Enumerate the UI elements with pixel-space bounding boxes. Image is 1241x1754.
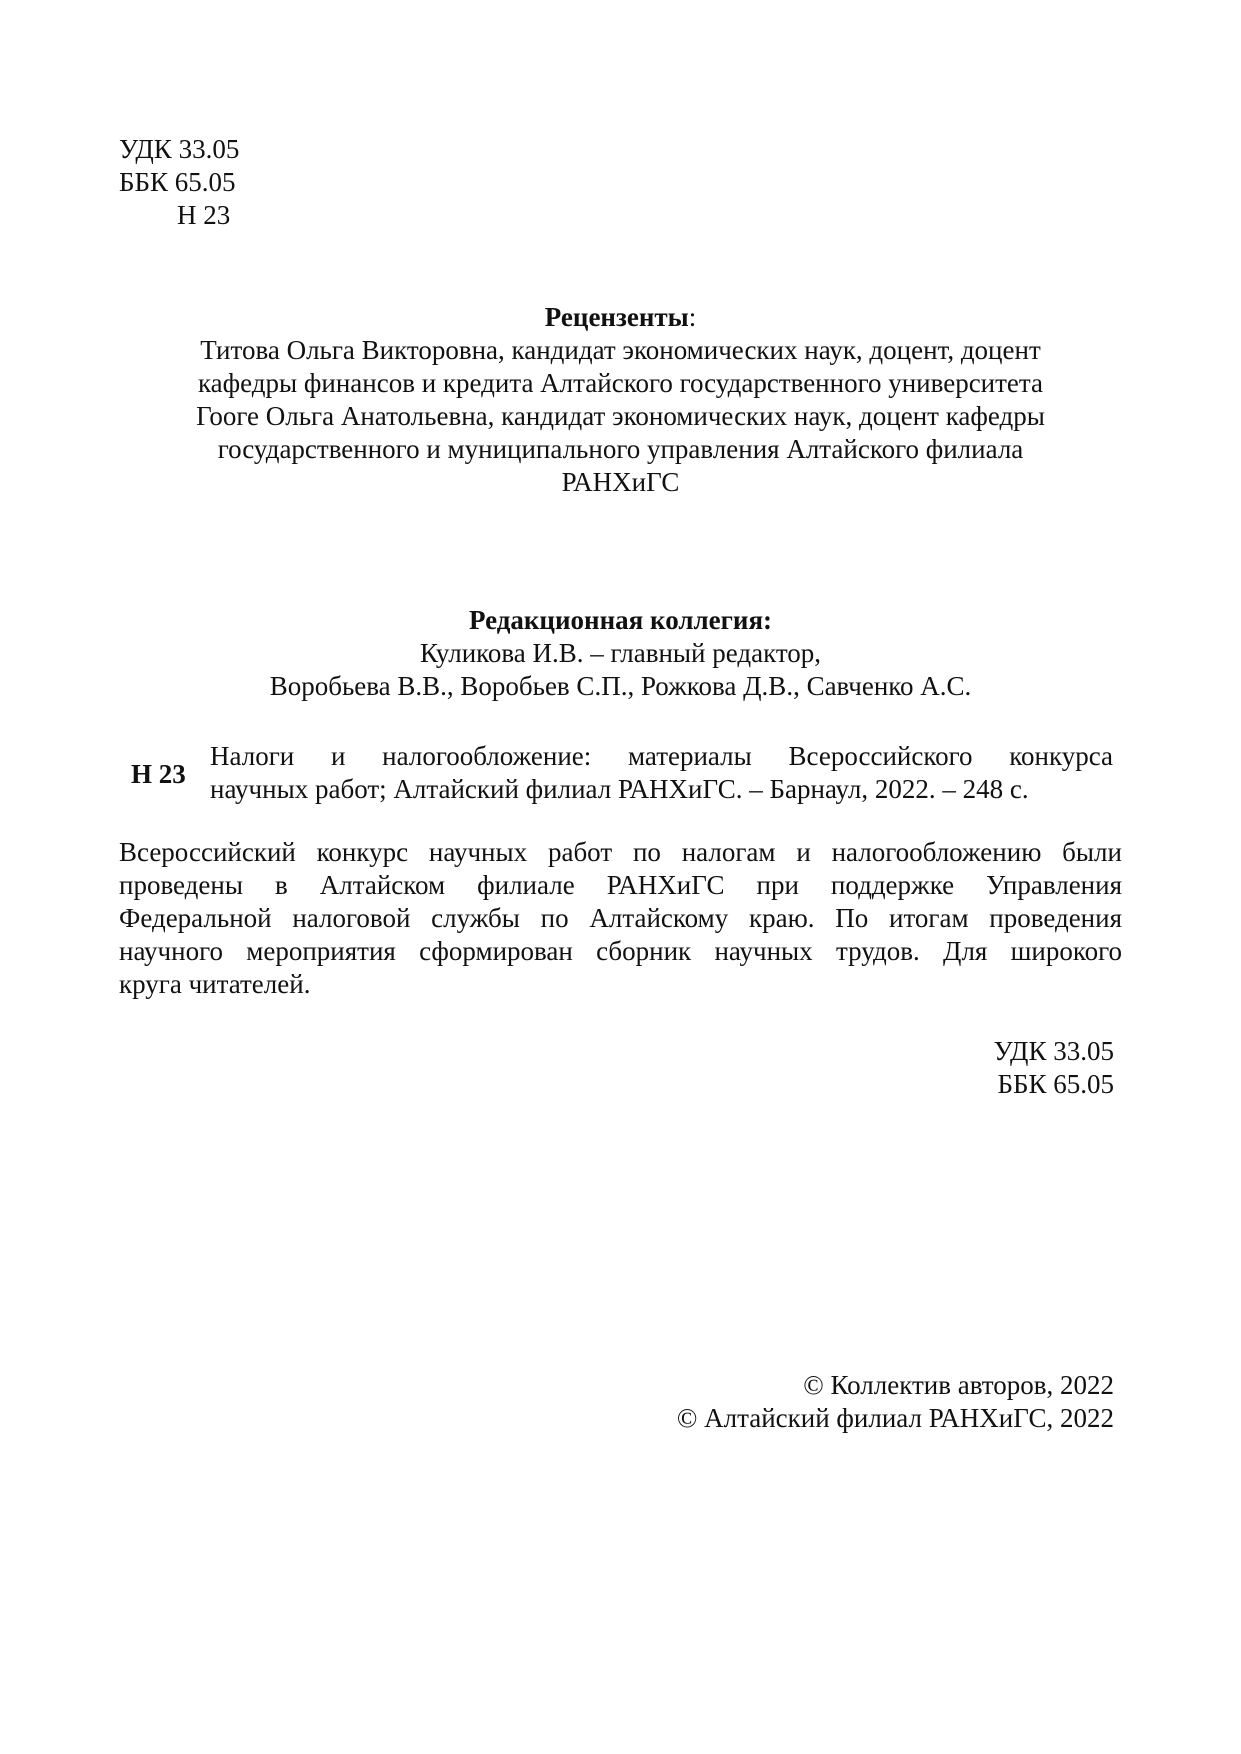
editorial-board-line: Воробьева В.В., Воробьев С.П., Рожкова Д.В., Савченко А.С. (269, 671, 972, 701)
reviewer-line: Гооге Ольга Анатольевна, кандидат экономических наук, доцент кафедры (196, 401, 1045, 431)
abstract-paragraph (119, 836, 1122, 1001)
editorial-board-section (119, 604, 1122, 703)
reviewers-section (119, 301, 1122, 499)
catalog-entry (119, 740, 1122, 812)
reviewer-line: кафедры финансов и кредита Алтайского государственного университета (197, 368, 1044, 398)
classification-codes-bottom (994, 1035, 1114, 1101)
abstract-line: круга читателей. (119, 969, 311, 999)
author-mark: Н 23 (177, 200, 231, 230)
abstract-line: Всероссийский конкурс научных работ по налогам и налогообложению были (119, 837, 1122, 867)
reviewers-heading-colon: : (688, 302, 697, 332)
reviewers-heading-text: Рецензенты (544, 302, 689, 332)
reviewer-line: государственного и муниципального управления Алтайского филиала (217, 434, 1024, 464)
abstract-line: научного мероприятия сформирован сборник научных трудов. Для широкого (119, 936, 1122, 966)
catalog-entry-mark: Н 23 (131, 759, 186, 789)
editorial-board-heading: Редакционная коллегия: (468, 605, 773, 635)
bbk-code: ББК 65.05 (119, 167, 236, 197)
catalog-entry-line: научных работ; Алтайский филиал РАНХиГС. – Барнаул, 2022. – 248 с. (210, 774, 1029, 804)
catalog-entry-line: Налоги и налогообложение: материалы Всероссийского конкурса (210, 741, 1113, 771)
copyright-block (677, 1369, 1114, 1435)
abstract-line: проведены в Алтайском филиале РАНХиГС при поддержке Управления (119, 870, 1122, 900)
copyright-authors: © Коллектив авторов, 2022 (803, 1370, 1114, 1400)
abstract-line: Федеральной налоговой службы по Алтайскому краю. По итогам проведения (119, 903, 1122, 933)
catalog-entry-text (210, 740, 1113, 806)
reviewer-line: РАНХиГС (561, 467, 680, 497)
copyright-publisher: © Алтайский филиал РАНХиГС, 2022 (676, 1403, 1114, 1433)
reviewer-line: Титова Ольга Викторовна, кандидат экономических наук, доцент, доцент (200, 335, 1041, 365)
udk-code: УДК 33.05 (119, 134, 240, 164)
classification-codes-top (119, 133, 239, 232)
udk-code: УДК 33.05 (993, 1036, 1114, 1066)
reviewers-heading (119, 301, 1122, 334)
bbk-code: ББК 65.05 (997, 1069, 1114, 1099)
editorial-board-line: Куликова И.В. – главный редактор, (419, 638, 822, 668)
